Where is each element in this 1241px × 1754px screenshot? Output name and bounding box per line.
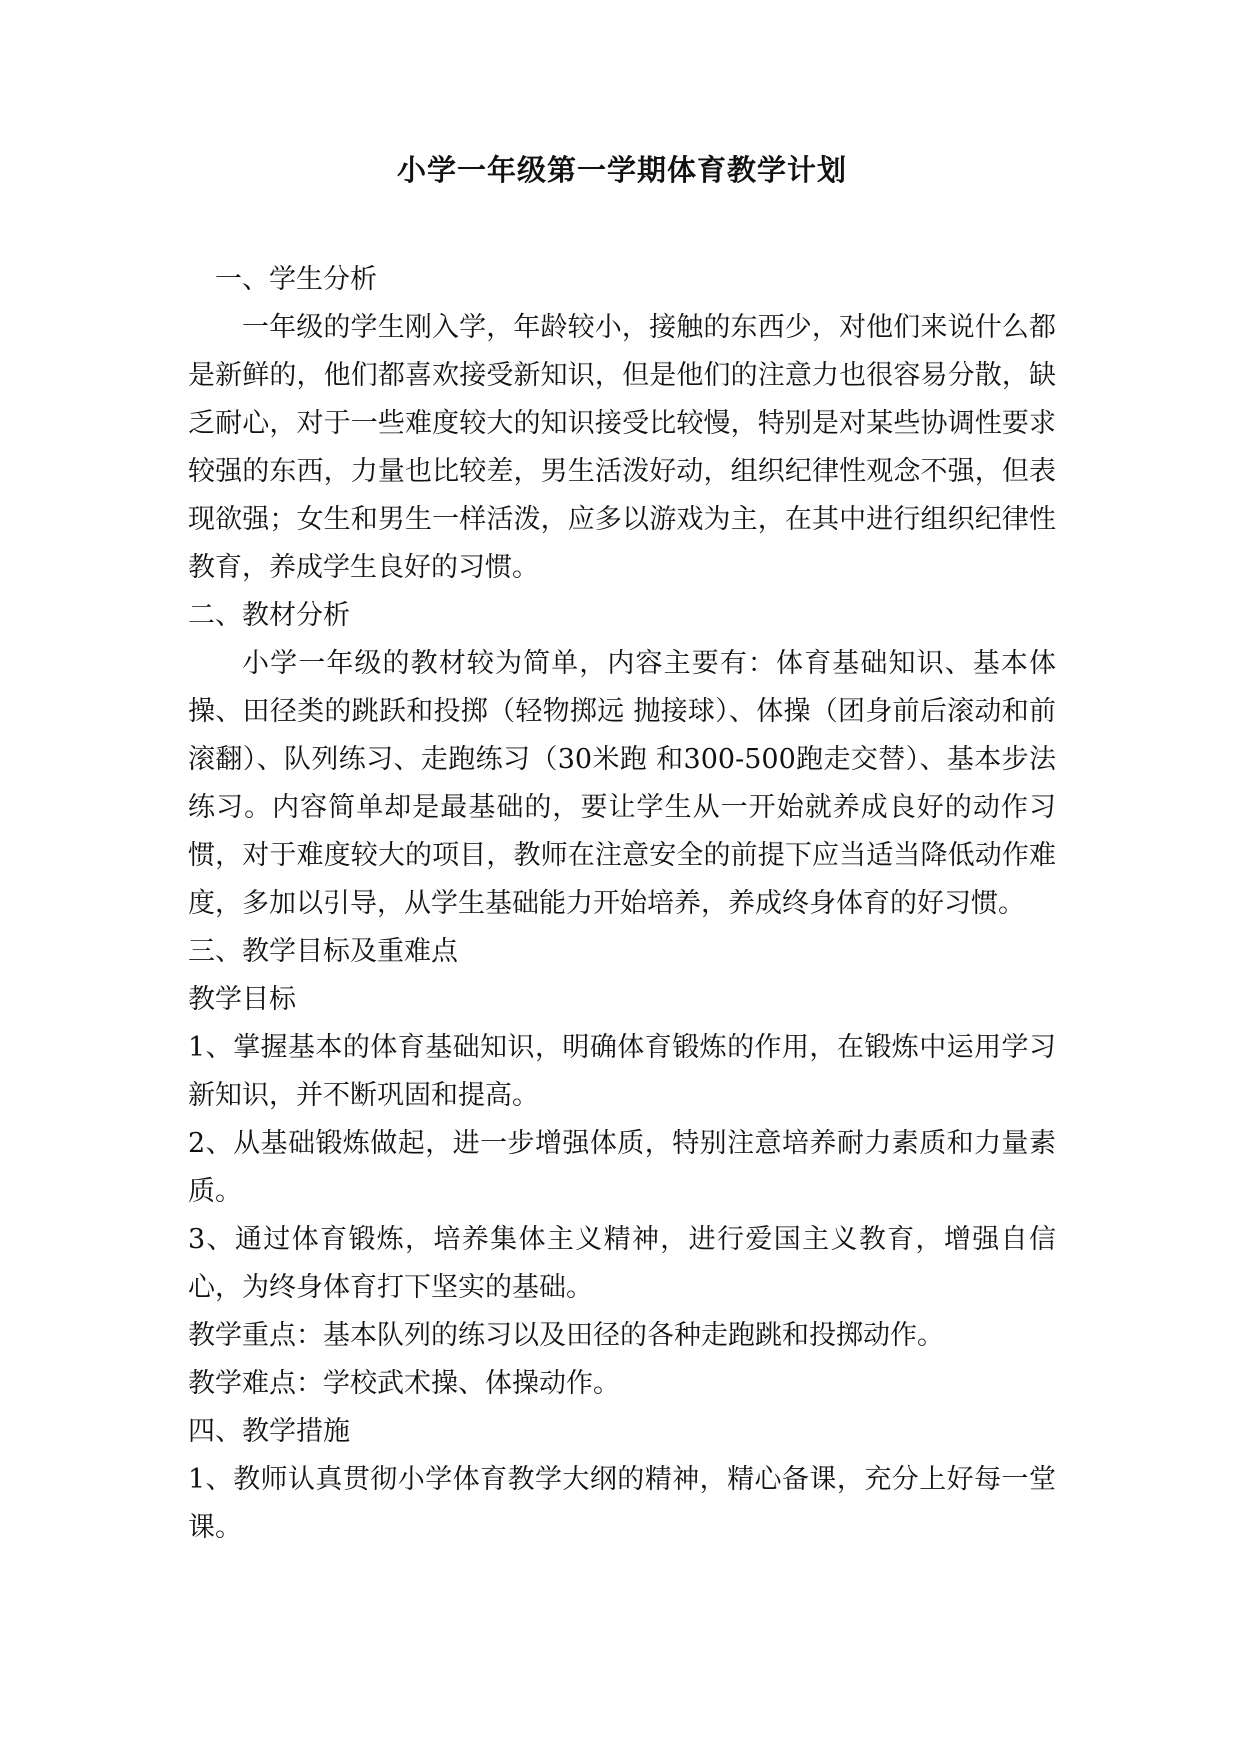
- student-analysis-paragraph: 一年级的学生刚入学，年龄较小，接触的东西少，对他们来说什么都是新鲜的，他们都喜欢接受新知识，但是他们的注意力也很容易分散，缺乏耐心，对于一些难度较大的知识接受比较慢，特别是对某些协调性要求较强的东西，力量也比较差，男生活泼好动，组织纪律性观念不强，但表现欲强；女生和男生一样活泼，应多以游戏为主，在其中进行组织纪律性教育，养成学生良好的习惯。: [188, 312, 1056, 583]
- teaching-goal-item: 1、掌握基本的体育基础知识，明确体育锻炼的作用，在锻炼中运用学习新知识，并不断巩固和提高。: [188, 1032, 1056, 1111]
- teaching-goals-label: 教学目标: [188, 984, 296, 1015]
- section-heading-goals-and-key-points: 三、教学目标及重难点: [188, 936, 458, 967]
- section-heading-material-analysis: 二、教材分析: [188, 600, 350, 631]
- document-title: 小学一年级第一学期体育教学计划: [396, 153, 847, 187]
- teaching-goal-item: 2、从基础锻炼做起，进一步增强体质，特别注意培养耐力素质和力量素质。: [188, 1128, 1056, 1207]
- teaching-difficulties: 教学难点：学校武术操、体操动作。: [188, 1368, 620, 1399]
- teaching-measure-item: 1、教师认真贯彻小学体育教学大纲的精神，精心备课，充分上好每一堂课。: [188, 1464, 1056, 1543]
- teaching-key-points: 教学重点：基本队列的练习以及田径的各种走跑跳和投掷动作。: [188, 1320, 944, 1351]
- section-heading-student-analysis: 一、学生分析: [215, 264, 377, 295]
- material-analysis-paragraph: 小学一年级的教材较为简单，内容主要有：体育基础知识、基本体操、田径类的跳跃和投掷（轻物掷远 抛接球）、体操（团身前后滚动和前滚翻）、队列练习、走跑练习（30米跑 和300-500跑走交替）、基本步法练习。内容简单却是最基础的，要让学生从一开始就养成良好的动作习惯，对于难度较大的项目，教师在注意安全的前提下应当适当降低动作难度，多加以引导，从学生基础能力开始培养，养成终身体育的好习惯。: [188, 648, 1056, 919]
- teaching-goal-item: 3、通过体育锻炼，培养集体主义精神，进行爱国主义教育，增强自信心，为终身体育打下坚实的基础。: [188, 1224, 1056, 1303]
- document-body: [188, 256, 1056, 1552]
- document-page: [188, 150, 1056, 1552]
- section-heading-teaching-measures: 四、教学措施: [188, 1416, 350, 1447]
